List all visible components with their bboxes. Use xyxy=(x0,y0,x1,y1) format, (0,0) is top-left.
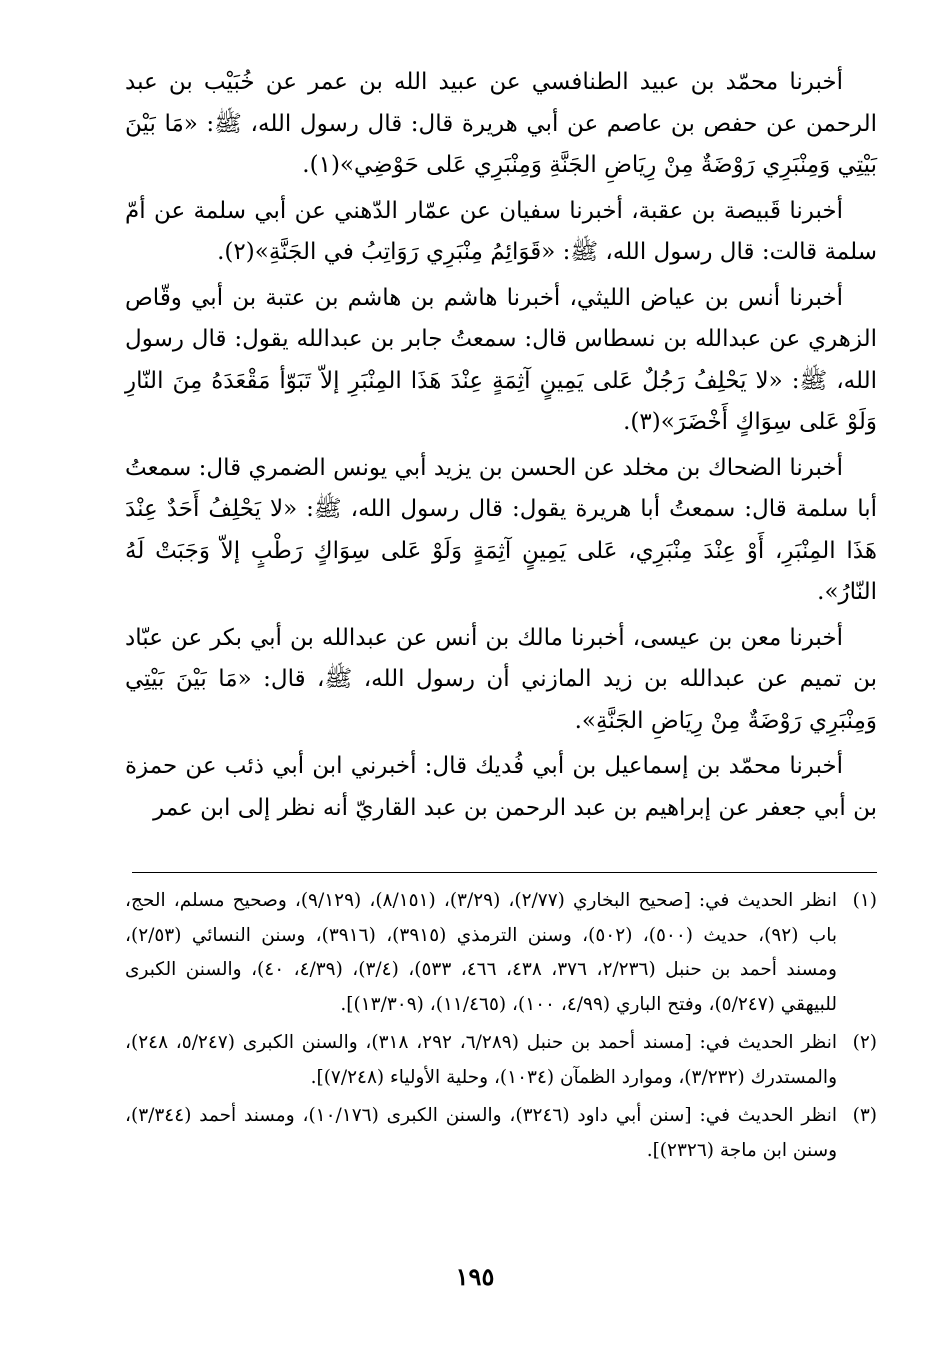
footnote-1 xyxy=(125,884,877,1022)
book-page xyxy=(125,62,877,1161)
footnote-text: انظر الحديث في: [صحيح البخاري (٢/٧٧)، (٣/٢٩)، (٨/١٥١)، (٩/١٢٩)، وصحيح مسلم، الحج، باب (٩٢)، حديث (٥٠٠)، (٥٠٢)، وسنن الترمذي (٣٩١٥)، (٣٩١٦)، وسنن النسائي (٢/٥٣)، ومسند أحمد بن حنبل (٢/٢٣٦، ٣٧٦، ٤٣٨، ٤٦٦، ٥٣٣)، (٣/٤)، (٤/٣٩، ٤٠)، والسنن الكبرى للبيهقي (٥/٢٤٧)، وفتح الباري (٤/٩٩، ١٠٠)، (١١/٤٦٥)، (١٣/٣٠٩)]. xyxy=(125,890,838,1015)
paragraph-3: أخبرنا أنس بن عياض الليثي، أخبرنا هاشم بن هاشم بن عتبة بن أبي وقّاص الزهري عن عبدالله بن نسطاس قال: سمعتُ جابر بن عبدالله يقول: قال رسول الله، ﷺ: «لا يَحْلِفُ رَجُلٌ عَلى يَمِينٍ آثِمَةٍ عِنْدَ هَذَا المِنْبَرِ إلاّ تَبَوّأ مَقْعَدَهُ مِنَ النّارِ وَلَوْ عَلى سِوَاكٍ أَخْضَرَ»(٣). xyxy=(125,284,877,435)
page-number: ١٩٥ xyxy=(455,1262,495,1291)
paragraph-5: أخبرنا معن بن عيسى، أخبرنا مالك بن أنس عن عبدالله بن أبي بكر عن عبّاد بن تميم عن عبدالله بن زيد المازني أن رسول الله، ﷺ، قال: «مَا بَيْنَ بَيْتِي وَمِنْبَرِي رَوْضَةٌ مِنْ رِيَاضِ الجَنَّةِ». xyxy=(125,624,877,734)
footnote-number: (١) xyxy=(852,890,877,911)
footnote-divider xyxy=(132,872,877,873)
paragraph-6: أخبرنا محمّد بن إسماعيل بن أبي فُديك قال: أخبرني ابن أبي ذئب عن حمزة بن أبي جعفر عن إبراهيم بن عبد الرحمن بن عبد القاريّ أنه نظر إلى ابن عمر xyxy=(125,753,877,821)
main-text xyxy=(125,62,877,829)
footnote-text: انظر الحديث في: [سنن أبي داود (٣٢٤٦)، والسنن الكبرى (١٠/١٧٦)، ومسند أحمد (٣/٣٤٤)، وسنن ابن ماجة (٢٣٢٦)]. xyxy=(125,1105,838,1161)
footnote-number: (٢) xyxy=(852,1032,877,1053)
paragraph-2: أخبرنا قَبيصة بن عقبة، أخبرنا سفيان عن عمّار الدّهني عن أبي سلمة عن أمّ سلمة قالت: قال رسول الله، ﷺ: «قَوَائِمُ مِنْبَرِي رَوَاتِبُ في الجَنَّةِ»(٢). xyxy=(125,197,877,265)
footnote-2 xyxy=(125,1026,877,1095)
footnotes xyxy=(125,884,877,1172)
footnote-text: انظر الحديث في: [مسند أحمد بن حنبل (٦/٢٨٩، ٢٩٢، ٣١٨)، والسنن الكبرى (٥/٢٤٧، ٢٤٨)، والمستدرك (٣/٢٣٢)، وموارد الظمآن (١٠٣٤)، وحلية الأولياء (٧/٢٤٨)]. xyxy=(125,1032,837,1088)
footnote-number: (٣) xyxy=(852,1105,877,1126)
footnote-3 xyxy=(125,1099,877,1168)
paragraph-4: أخبرنا الضحاك بن مخلد عن الحسن بن يزيد أبي يونس الضمري قال: سمعتُ أبا سلمة قال: سمعتُ أبا هريرة يقول: قال رسول الله، ﷺ: «لا يَحْلِفُ أَحَدٌ عِنْدَ هَذَا المِنْبَرِ، أَوْ عِنْدَ مِنْبَرِي، عَلى يَمِينٍ آثِمَةٍ وَلَوْ عَلى سِوَاكٍ رَطْبٍ إلاّ وَجَبَتْ لَهُ النّارُ». xyxy=(125,454,877,605)
paragraph-1: أخبرنا محمّد بن عبيد الطنافسي عن عبيد الله بن عمر عن خُبَيْب بن عبد الرحمن عن حفص بن عاصم عن أبي هريرة قال: قال رسول الله، ﷺ: «مَا بَيْنَ بَيْتِي وَمِنْبَرِي رَوْضَةٌ مِنْ رِيَاضِ الجَنَّةِ وَمِنْبَرِي عَلى حَوْضِي»(١). xyxy=(125,69,877,178)
